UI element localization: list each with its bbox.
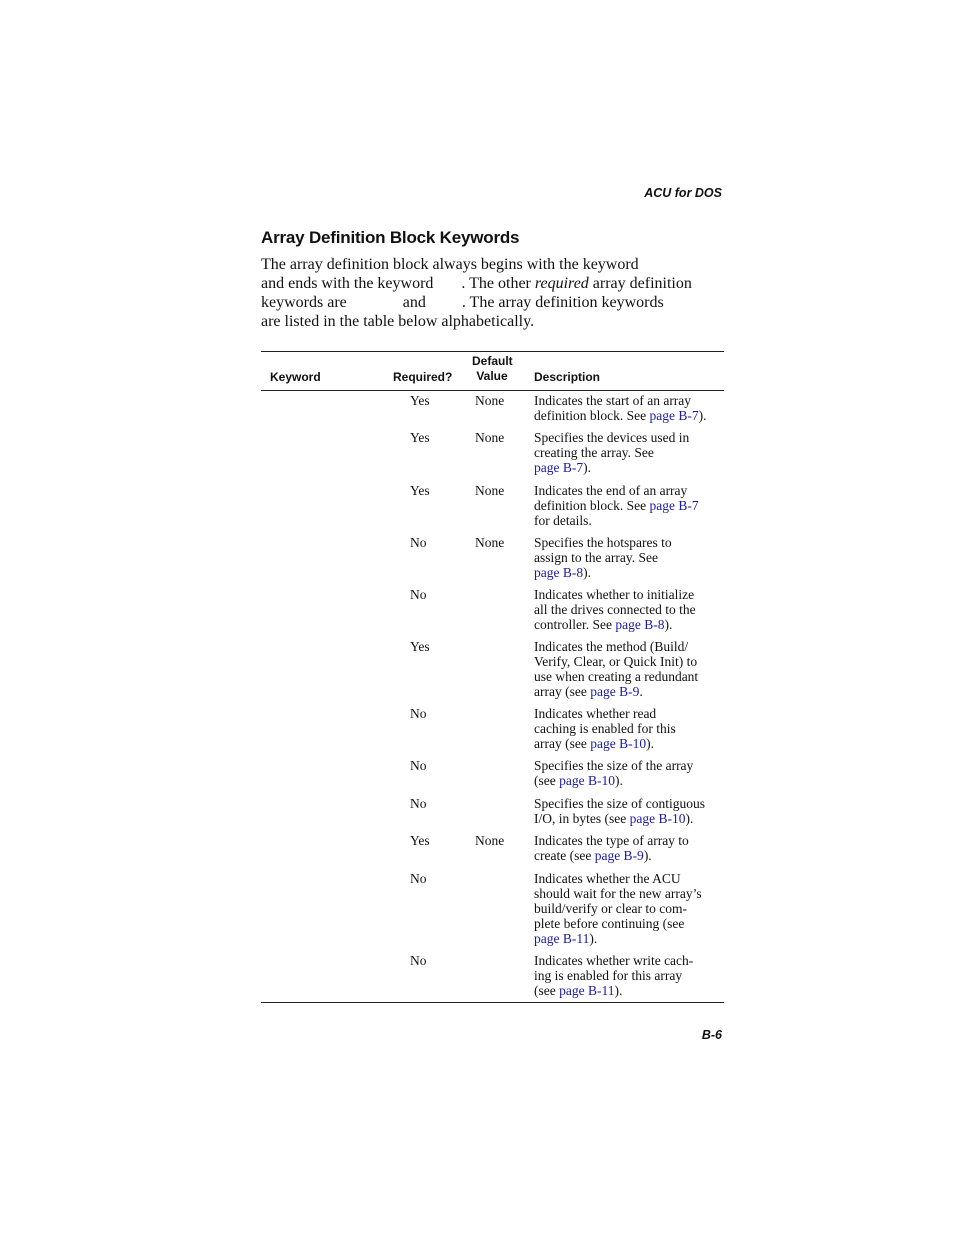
page-reference-link[interactable]: page B-9	[594, 848, 644, 863]
description-text: .	[639, 684, 643, 699]
description-line: creating the array. See	[534, 445, 654, 460]
section-title: Array Definition Block Keywords	[261, 228, 520, 247]
description-line: ing is enabled for this array	[534, 968, 683, 983]
col-header-keyword: Keyword	[270, 370, 321, 384]
row-default: None	[475, 430, 505, 445]
description-line	[534, 811, 719, 826]
row-default: None	[475, 833, 505, 848]
intro-line-2	[261, 275, 692, 294]
description-line: Indicates whether read	[534, 706, 657, 721]
description-text: ).	[583, 460, 591, 475]
description-line	[534, 565, 719, 580]
row-required: Yes	[410, 393, 430, 408]
row-required: Yes	[410, 430, 430, 445]
description-text: ).	[614, 983, 623, 998]
row-description	[534, 758, 719, 788]
table-header-rule	[261, 390, 724, 391]
intro-line-2-end: array definition	[588, 275, 692, 292]
description-text: definition block. See	[534, 498, 650, 513]
row-description	[534, 953, 719, 998]
description-line	[534, 460, 719, 475]
description-text: (see	[534, 773, 560, 788]
page-reference-link[interactable]: page B-8	[615, 617, 665, 632]
table-bottom-rule	[261, 1002, 724, 1003]
intro-line-4: are listed in the table below alphabetically.	[261, 312, 535, 330]
description-line: Indicates whether to initialize	[534, 587, 695, 602]
page-reference-link[interactable]: page B-10	[559, 773, 615, 788]
row-required: No	[410, 758, 427, 773]
description-line	[534, 617, 719, 632]
description-line	[534, 848, 719, 863]
col-header-default	[472, 354, 512, 384]
page-reference-link[interactable]: page B-8	[534, 565, 584, 580]
page-reference-link[interactable]: page B-10	[590, 736, 647, 751]
description-line	[534, 408, 719, 423]
description-line: Indicates the type of array to	[534, 833, 689, 848]
description-text: (see	[534, 983, 560, 998]
description-text: ).	[685, 811, 694, 826]
row-required: Yes	[410, 639, 430, 654]
row-description	[534, 535, 719, 580]
row-required: Yes	[410, 833, 430, 848]
description-text: ).	[589, 931, 598, 946]
description-line	[534, 983, 719, 998]
intro-required-word: required	[534, 275, 589, 292]
description-line: for details.	[534, 513, 592, 528]
description-text: ).	[614, 773, 623, 788]
col-header-default-line2: Value	[476, 369, 508, 383]
description-line: Indicates the end of an array	[534, 483, 688, 498]
description-line: use when creating a redundant	[534, 669, 699, 684]
page-reference-link[interactable]: page B-10	[629, 811, 686, 826]
intro-line-2-start: and ends with the keyword . The other	[261, 275, 535, 292]
page-reference-link[interactable]: page B-7	[534, 460, 584, 475]
description-text: create (see	[534, 848, 595, 863]
description-text: ).	[646, 736, 654, 751]
intro-line-1: The array definition block always begins with the keyword	[261, 256, 639, 273]
row-required: Yes	[410, 483, 430, 498]
description-line: Indicates whether write cach-	[534, 953, 694, 968]
row-description	[534, 706, 719, 751]
description-line: Indicates whether the ACU	[534, 871, 681, 886]
row-required: No	[410, 796, 427, 811]
description-line: Specifies the size of contiguous	[534, 796, 705, 811]
page-number: B-6	[701, 1028, 722, 1042]
description-line	[534, 773, 719, 788]
table-top-rule	[261, 351, 724, 352]
description-line: Specifies the hotspares to	[534, 535, 672, 550]
description-line: plete before continuing (see	[534, 916, 685, 931]
description-line: should wait for the new array’s	[534, 886, 702, 901]
description-text: array (see	[534, 736, 591, 751]
page-reference-link[interactable]: page B-7	[649, 408, 699, 423]
description-line: all the drives connected to the	[534, 602, 696, 617]
row-description	[534, 430, 719, 475]
description-text: ).	[664, 617, 673, 632]
row-description	[534, 587, 719, 632]
row-description	[534, 871, 719, 946]
description-text: array (see	[534, 684, 591, 699]
col-header-default-line1: Default	[472, 354, 513, 368]
page-reference-link[interactable]: page B-9	[590, 684, 640, 699]
description-line: caching is enabled for this	[534, 721, 676, 736]
col-header-description: Description	[534, 370, 601, 384]
row-default: None	[475, 483, 505, 498]
description-line: Indicates the start of an array	[534, 393, 692, 408]
row-required: No	[410, 953, 427, 968]
row-required: No	[410, 535, 427, 550]
running-header: ACU for DOS	[644, 186, 722, 200]
row-description	[534, 639, 719, 699]
description-line: assign to the array. See	[534, 550, 658, 565]
description-line	[534, 498, 719, 513]
page-reference-link[interactable]: page B-11	[559, 983, 615, 998]
description-line: Verify, Clear, or Quick Init) to	[534, 654, 698, 669]
row-default: None	[475, 393, 505, 408]
description-line	[534, 684, 719, 699]
row-description	[534, 796, 719, 826]
row-required: No	[410, 587, 427, 602]
description-line: build/verify or clear to com-	[534, 901, 687, 916]
row-description	[534, 393, 719, 423]
page-reference-link[interactable]: page B-11	[534, 931, 590, 946]
description-line: Indicates the method (Build/	[534, 639, 689, 654]
description-text: controller. See	[534, 617, 616, 632]
description-text: I/O, in bytes (see	[534, 811, 630, 826]
row-default: None	[475, 535, 505, 550]
description-line: Specifies the size of the array	[534, 758, 694, 773]
page-reference-link[interactable]: page B-7	[649, 498, 699, 513]
col-header-required: Required?	[393, 370, 453, 384]
intro-line-3: keywords are and . The array definition keywords	[261, 293, 664, 311]
description-text: ).	[583, 565, 591, 580]
row-description	[534, 483, 719, 528]
description-text: ).	[698, 408, 707, 423]
row-required: No	[410, 871, 427, 886]
row-description	[534, 833, 719, 863]
description-line	[534, 931, 719, 946]
row-required: No	[410, 706, 427, 721]
description-line: Specifies the devices used in	[534, 430, 690, 445]
description-text: ).	[643, 848, 652, 863]
description-line	[534, 736, 719, 751]
description-text: definition block. See	[534, 408, 650, 423]
